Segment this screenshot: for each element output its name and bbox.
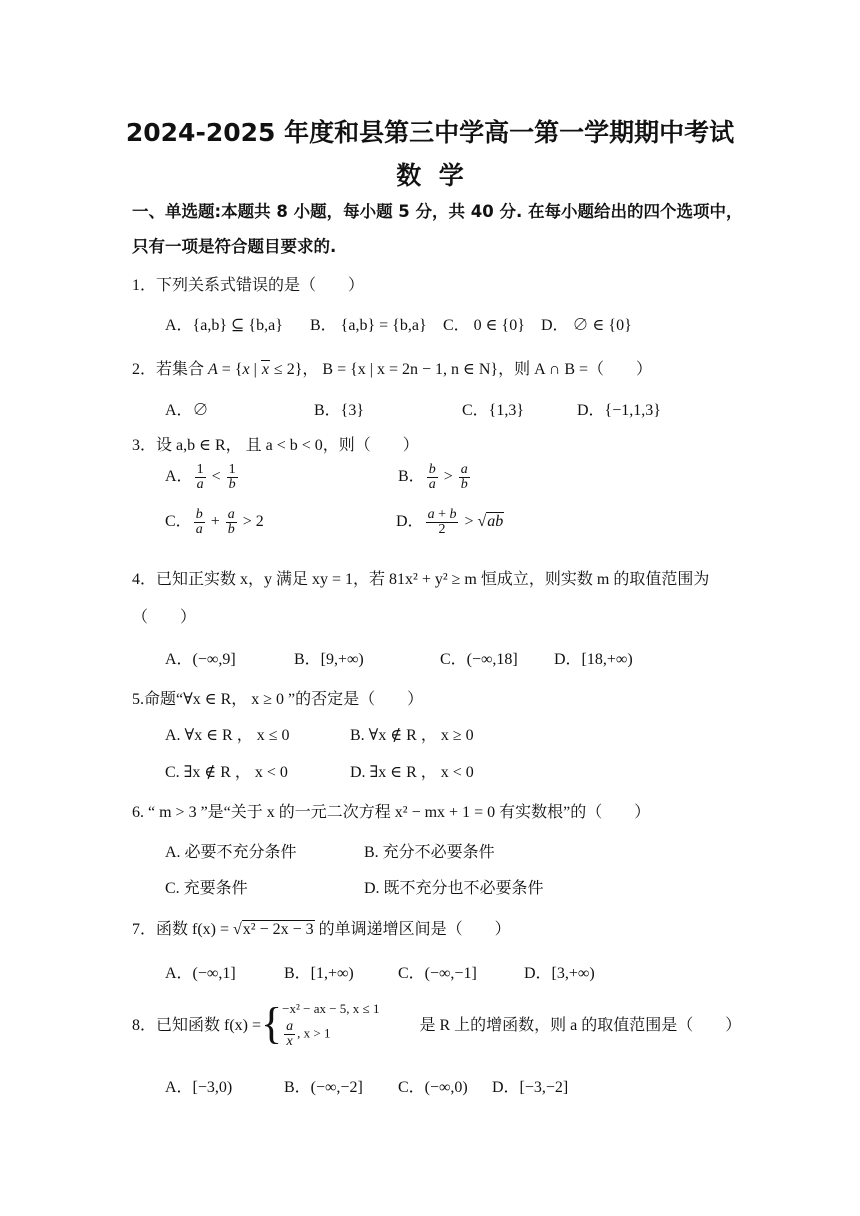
section-heading-line2: 只有一项是符合题目要求的. [132, 237, 337, 256]
q7-stem: 7．函数 f(x) = √x² − 2x − 3 的单调递增区间是（ ） [132, 921, 511, 938]
q1-stem: 1．下列关系式错误的是（ ） [132, 277, 365, 294]
q4-option-a: A．(−∞,9] [165, 651, 236, 668]
q4-option-d: D．[18,+∞) [554, 651, 633, 668]
q1-option-d: D． ∅ ∈ {0} [541, 317, 632, 334]
q5-option-a: A. ∀x ∈ R ， x ≤ 0 [165, 727, 290, 744]
q8-brace: { [261, 998, 283, 1048]
q5-stem: 5.命题“∀x ∈ R， x ≥ 0 ”的否定是（ ） [132, 691, 424, 708]
q7-radicand: x² − 2x − 3 [242, 921, 314, 938]
q8-case-2: $\frac{a}{x}$ , x > 1 [286, 1019, 331, 1049]
q7-option-c: C．(−∞,−1] [398, 965, 477, 982]
q3-option-b: B． $\frac{b}{a}$ > $\frac{a}{b}$ [398, 462, 468, 492]
q4-option-b: B．[9,+∞) [294, 651, 364, 668]
q8-cases [282, 998, 379, 1049]
q7-option-b: B．[1,+∞) [284, 965, 354, 982]
q8-stem [132, 998, 741, 1049]
q8-stem-suffix: 是 R 上的增函数，则 a 的取值范围是（ ） [419, 1017, 742, 1034]
q2-stem-suffix: ，则 A ∩ B =（ ） [498, 361, 653, 378]
q2-option-d: D．{−1,1,3} [577, 402, 661, 419]
q7-stem-prefix: 7．函数 f(x) = [132, 921, 234, 938]
exam-title: 2024-2025 年度和县第三中学高一第一学期期中考试 [125, 118, 735, 147]
q8-case-1: −x² − ax − 5, x ≤ 1 [282, 1001, 380, 1016]
q7-stem-suffix: 的单调递增区间是（ ） [314, 921, 511, 938]
q4-stem-continued: （ ） [132, 609, 197, 626]
q3-option-d: D． $\frac{a + b}{2}$ > √ab [396, 507, 504, 537]
q3-option-a: A． $\frac{1}{a}$ < $\frac{1}{b}$ [165, 462, 236, 492]
q2-stem-mid: ， [302, 361, 319, 378]
q6-stem: 6. “ m > 3 ”是“关于 x 的一元二次方程 x² − mx + 1 = 0 有实数根”的（ ） [132, 804, 651, 821]
section-heading [132, 194, 742, 264]
q6-option-b: B. 充分不必要条件 [364, 844, 495, 861]
q2-stem-prefix: 2．若集合 [132, 361, 205, 378]
q4-stem: 4．已知正实数 x，y 满足 xy = 1，若 81x² + y² ≥ m 恒成立，则实数 m 的取值范围为 [132, 571, 710, 588]
q5-option-d: D. ∃x ∈ R ， x < 0 [350, 764, 474, 781]
q1-option-c: C． 0 ∈ {0} [443, 317, 525, 334]
subject-title: 数 学 [396, 161, 464, 190]
q2-option-b: B．{3} [314, 402, 365, 419]
q2-set-b: B = {x | x = 2n − 1, n ∈ N} [322, 361, 499, 378]
q8-option-a: A．[−3,0) [165, 1079, 233, 1096]
section-heading-line1: 一、单选题:本题共 8 小题，每小题 5 分，共 40 分. 在每小题给出的四个选项中， [132, 202, 743, 221]
q2-option-c: C．{1,3} [462, 402, 525, 419]
q6-option-c: C. 充要条件 [165, 880, 248, 897]
q1-option-b: B． {a,b} = {b,a} [310, 317, 427, 334]
q1-option-a: A．{a,b} ⊆ {b,a} [165, 317, 283, 334]
q2-option-a: A．∅ [165, 402, 209, 419]
q7-option-a: A．(−∞,1] [165, 965, 236, 982]
q8-option-c: C．(−∞,0) [398, 1079, 468, 1096]
q8-stem-prefix: 8．已知函数 f(x) = [132, 1017, 262, 1034]
q5-option-b: B. ∀x ∉ R ， x ≥ 0 [350, 727, 474, 744]
q2-set-a: A = {x | x ≤ 2} [208, 361, 303, 378]
q3-stem: 3．设 a,b ∈ R， 且 a < b < 0，则（ ） [132, 437, 419, 454]
q7-option-d: D．[3,+∞) [524, 965, 595, 982]
q6-option-d: D. 既不充分也不必要条件 [364, 880, 544, 897]
q3-option-c: C． $\frac{b}{a}$ + $\frac{a}{b}$ > 2 [165, 507, 264, 537]
q6-option-a: A. 必要不充分条件 [165, 844, 297, 861]
q5-option-c: C. ∃x ∉ R ， x < 0 [165, 764, 288, 781]
q8-option-d: D．[−3,−2] [492, 1079, 569, 1096]
q2-stem [132, 356, 652, 379]
q8-option-b: B．(−∞,−2] [284, 1079, 363, 1096]
q4-option-c: C．(−∞,18] [440, 651, 518, 668]
